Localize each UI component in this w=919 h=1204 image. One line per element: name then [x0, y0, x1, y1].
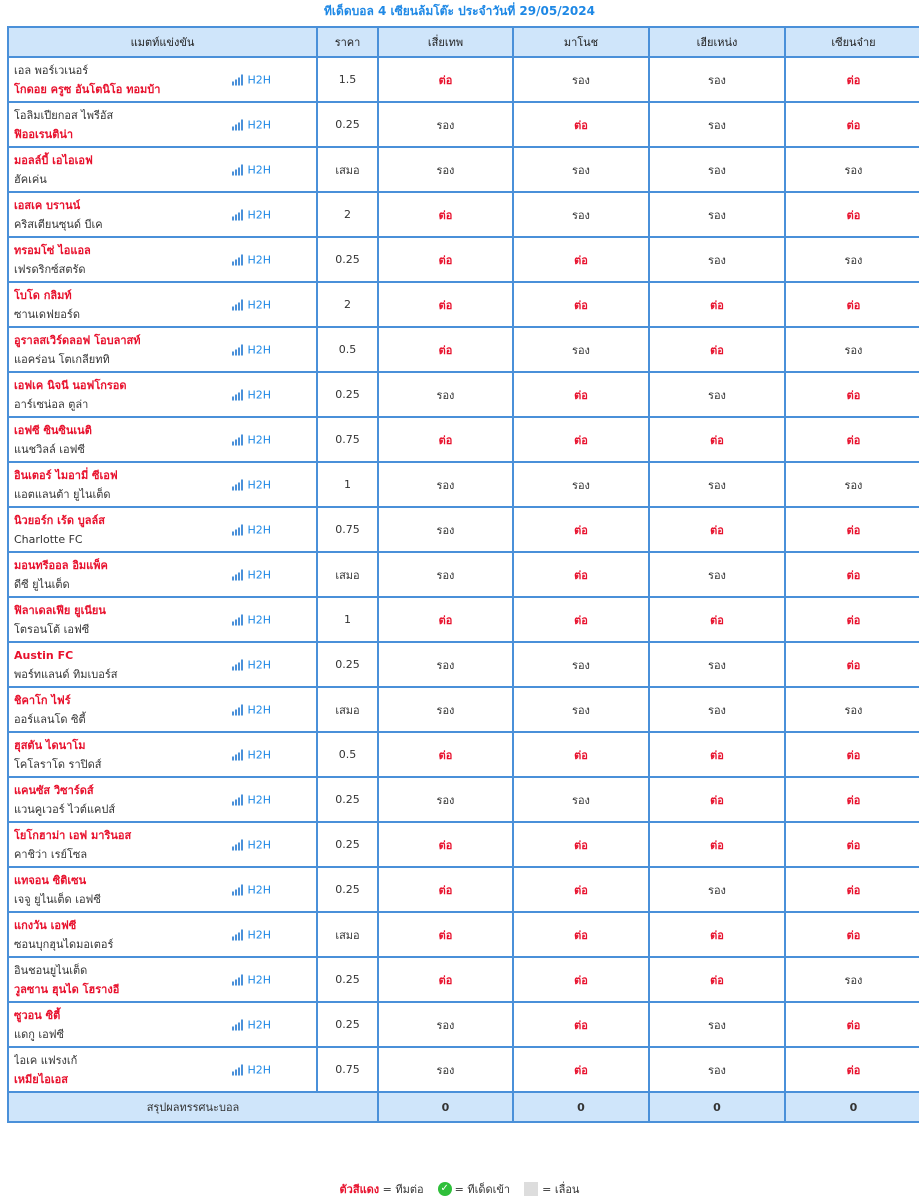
odds-cell: 0.25 — [317, 642, 378, 687]
home-team: ฟิลาเดลเฟีย ยูเนียน — [14, 603, 106, 617]
away-team: แอคร่อน โตเกลียททิ — [14, 352, 110, 366]
h2h-label: H2H — [247, 703, 271, 716]
pick-expert-2: ต่อ — [513, 552, 649, 597]
tips-table — [7, 26, 919, 1123]
match-cell — [8, 282, 317, 327]
pick-expert-1: ต่อ — [378, 57, 513, 102]
match-row — [8, 552, 919, 597]
home-team: ทรอมโซ่ ไอแอล — [14, 243, 91, 257]
summary-expert-1: 0 — [378, 1092, 513, 1122]
pick-expert-2: ต่อ — [513, 957, 649, 1002]
h2h-link[interactable] — [232, 613, 271, 626]
odds-cell: เสมอ — [317, 687, 378, 732]
pick-expert-1: รอง — [378, 507, 513, 552]
legend-red-text: ตัวสีแดง — [339, 1183, 380, 1196]
home-team: อูราลสเวิร์ดลอฟ โอบลาสท์ — [14, 333, 141, 347]
match-row — [8, 192, 919, 237]
home-team: อินชอนยูไนเต็ด — [14, 963, 88, 977]
odds-cell: 0.25 — [317, 372, 378, 417]
match-row — [8, 147, 919, 192]
match-row — [8, 417, 919, 462]
home-team: ชิคาโก ไฟร์ — [14, 693, 71, 707]
stats-bars-icon — [232, 299, 247, 310]
match-cell — [8, 642, 317, 687]
stats-bars-icon — [232, 1064, 247, 1075]
h2h-link[interactable] — [232, 433, 271, 446]
match-cell — [8, 57, 317, 102]
pick-expert-2: รอง — [513, 57, 649, 102]
pick-expert-4: ต่อ — [785, 372, 919, 417]
pick-expert-3: ต่อ — [649, 507, 785, 552]
pick-expert-3: รอง — [649, 372, 785, 417]
match-row — [8, 642, 919, 687]
summary-expert-2: 0 — [513, 1092, 649, 1122]
h2h-label: H2H — [247, 1018, 271, 1031]
h2h-label: H2H — [247, 73, 271, 86]
away-team: ออร์แลนโด ซิตี้ — [14, 712, 86, 726]
match-row — [8, 687, 919, 732]
away-team: เหมียไอเอส — [14, 1072, 68, 1086]
stats-bars-icon — [232, 479, 247, 490]
stats-bars-icon — [232, 164, 247, 175]
summary-row — [8, 1092, 919, 1122]
pick-expert-2: รอง — [513, 147, 649, 192]
pick-expert-1: รอง — [378, 642, 513, 687]
h2h-link[interactable] — [232, 343, 271, 356]
pick-expert-2: รอง — [513, 642, 649, 687]
away-team: โตรอนโต้ เอฟซี — [14, 622, 90, 636]
match-cell — [8, 192, 317, 237]
match-cell — [8, 822, 317, 867]
pick-expert-2: รอง — [513, 687, 649, 732]
h2h-label: H2H — [247, 748, 271, 761]
pick-expert-1: ต่อ — [378, 327, 513, 372]
header-match: แมตท์แข่งขัน — [8, 27, 317, 57]
match-cell — [8, 507, 317, 552]
pick-expert-4: ต่อ — [785, 732, 919, 777]
stats-bars-icon — [232, 1019, 247, 1030]
pick-expert-4: รอง — [785, 462, 919, 507]
pick-expert-4: ต่อ — [785, 192, 919, 237]
pick-expert-1: ต่อ — [378, 957, 513, 1002]
legend-grey-desc: = เลื่อน — [542, 1183, 580, 1196]
odds-cell: 0.25 — [317, 822, 378, 867]
pick-expert-3: ต่อ — [649, 327, 785, 372]
match-cell — [8, 957, 317, 1002]
away-team: พอร์ทแลนด์ ทิมเบอร์ส — [14, 667, 118, 681]
pick-expert-1: รอง — [378, 1047, 513, 1092]
pick-expert-2: รอง — [513, 777, 649, 822]
odds-cell: 2 — [317, 192, 378, 237]
home-team: เอฟเค นิจนี นอฟโกรอด — [14, 378, 127, 392]
pick-expert-1: รอง — [378, 1002, 513, 1047]
h2h-label: H2H — [247, 883, 271, 896]
h2h-label: H2H — [247, 613, 271, 626]
pick-expert-3: รอง — [649, 687, 785, 732]
h2h-link[interactable] — [232, 973, 271, 986]
pick-expert-4: ต่อ — [785, 57, 919, 102]
match-cell — [8, 597, 317, 642]
pick-expert-1: รอง — [378, 102, 513, 147]
stats-bars-icon — [232, 974, 247, 985]
h2h-link[interactable] — [232, 1018, 271, 1031]
pick-expert-4: ต่อ — [785, 282, 919, 327]
pick-expert-2: ต่อ — [513, 1002, 649, 1047]
legend — [0, 1180, 919, 1198]
match-row — [8, 102, 919, 147]
stats-bars-icon — [232, 389, 247, 400]
h2h-label: H2H — [247, 658, 271, 671]
pick-expert-1: ต่อ — [378, 192, 513, 237]
pick-expert-4: ต่อ — [785, 1002, 919, 1047]
match-row — [8, 822, 919, 867]
odds-cell: 0.25 — [317, 867, 378, 912]
match-cell — [8, 1002, 317, 1047]
pick-expert-2: รอง — [513, 327, 649, 372]
stats-bars-icon — [232, 524, 247, 535]
match-cell — [8, 777, 317, 822]
pick-expert-3: รอง — [649, 867, 785, 912]
home-team: แทจอน ซิติเซน — [14, 873, 87, 887]
pick-expert-4: รอง — [785, 237, 919, 282]
stats-bars-icon — [232, 704, 247, 715]
pick-expert-3: ต่อ — [649, 732, 785, 777]
stats-bars-icon — [232, 659, 247, 670]
h2h-label: H2H — [247, 433, 271, 446]
pick-expert-3: รอง — [649, 1002, 785, 1047]
pick-expert-4: ต่อ — [785, 867, 919, 912]
stats-bars-icon — [232, 74, 247, 85]
h2h-link[interactable] — [232, 163, 271, 176]
away-team: ดีซี ยูไนเต็ด — [14, 577, 70, 591]
match-row — [8, 732, 919, 777]
pick-expert-3: ต่อ — [649, 957, 785, 1002]
pick-expert-4: ต่อ — [785, 597, 919, 642]
h2h-label: H2H — [247, 298, 271, 311]
h2h-link[interactable] — [232, 568, 271, 581]
h2h-link[interactable] — [232, 208, 271, 221]
h2h-link[interactable] — [232, 793, 271, 806]
pick-expert-2: ต่อ — [513, 597, 649, 642]
match-row — [8, 957, 919, 1002]
pick-expert-4: รอง — [785, 687, 919, 732]
match-row — [8, 597, 919, 642]
pick-expert-2: ต่อ — [513, 1047, 649, 1092]
h2h-link[interactable] — [232, 523, 271, 536]
home-team: ฮุสตัน ไดนาโม — [14, 738, 86, 752]
pick-expert-2: ต่อ — [513, 102, 649, 147]
home-team: มอลล์บี้ เอไอเอฟ — [14, 153, 93, 167]
home-team: มอนทรีออล อิมแพ็ค — [14, 558, 108, 572]
h2h-link[interactable] — [232, 253, 271, 266]
pick-expert-3: ต่อ — [649, 282, 785, 327]
summary-expert-3: 0 — [649, 1092, 785, 1122]
pick-expert-1: ต่อ — [378, 732, 513, 777]
away-team: แวนคูเวอร์ ไวต์แคปส์ — [14, 802, 116, 816]
h2h-link[interactable] — [232, 1063, 271, 1076]
stats-bars-icon — [232, 749, 247, 760]
home-team: โยโกฮาม่า เอฟ มารินอส — [14, 828, 132, 842]
match-row — [8, 372, 919, 417]
pick-expert-4: ต่อ — [785, 102, 919, 147]
odds-cell: 0.75 — [317, 507, 378, 552]
pick-expert-1: ต่อ — [378, 237, 513, 282]
pick-expert-2: ต่อ — [513, 912, 649, 957]
pick-expert-4: ต่อ — [785, 912, 919, 957]
stats-bars-icon — [232, 344, 247, 355]
home-team: Austin FC — [14, 648, 74, 662]
match-cell — [8, 102, 317, 147]
match-row — [8, 867, 919, 912]
h2h-link[interactable] — [232, 298, 271, 311]
pick-expert-1: ต่อ — [378, 822, 513, 867]
pick-expert-3: ต่อ — [649, 912, 785, 957]
pick-expert-4: รอง — [785, 147, 919, 192]
h2h-link[interactable] — [232, 883, 271, 896]
match-row — [8, 57, 919, 102]
home-team: ซูวอน ซิตี้ — [14, 1008, 61, 1022]
pick-expert-1: รอง — [378, 552, 513, 597]
home-team: แกงวัน เอฟซี — [14, 918, 77, 932]
h2h-link[interactable] — [232, 658, 271, 671]
stats-bars-icon — [232, 209, 247, 220]
h2h-label: H2H — [247, 343, 271, 356]
away-team: ฟิออเรนติน่า — [14, 127, 74, 141]
stats-bars-icon — [232, 434, 247, 445]
match-row — [8, 237, 919, 282]
away-team: แอตแลนต้า ยูไนเต็ด — [14, 487, 111, 501]
match-row — [8, 327, 919, 372]
pick-expert-3: ต่อ — [649, 597, 785, 642]
match-cell — [8, 732, 317, 777]
h2h-link[interactable] — [232, 478, 271, 491]
away-team: ซอนบุกฮุนไดมอเตอร์ — [14, 937, 114, 951]
pick-expert-3: ต่อ — [649, 822, 785, 867]
away-team: อาร์เซน่อล ตูล่า — [14, 397, 89, 411]
pick-expert-2: ต่อ — [513, 507, 649, 552]
odds-cell: 2 — [317, 282, 378, 327]
match-list — [8, 57, 919, 1092]
pick-expert-3: รอง — [649, 147, 785, 192]
pick-expert-3: รอง — [649, 462, 785, 507]
h2h-label: H2H — [247, 118, 271, 131]
stats-bars-icon — [232, 794, 247, 805]
match-cell — [8, 687, 317, 732]
match-cell — [8, 867, 317, 912]
home-team: อินเตอร์ ไมอามี่ ซีเอฟ — [14, 468, 118, 482]
odds-cell: 1.5 — [317, 57, 378, 102]
h2h-label: H2H — [247, 163, 271, 176]
legend-red-desc: = ทีมต่อ — [382, 1183, 424, 1196]
pick-expert-1: ต่อ — [378, 867, 513, 912]
pick-expert-4: ต่อ — [785, 417, 919, 462]
legend-check-desc: = ทีเด็ดเข้า — [454, 1183, 511, 1196]
away-team: คาชิว่า เรย์โซล — [14, 847, 88, 861]
pick-expert-4: รอง — [785, 327, 919, 372]
match-cell — [8, 147, 317, 192]
pick-expert-1: รอง — [378, 777, 513, 822]
header-expert-2: มาโนช — [513, 27, 649, 57]
away-team: คริสเตียนซุนด์ บีเค — [14, 217, 103, 231]
pick-expert-1: ต่อ — [378, 282, 513, 327]
match-row — [8, 462, 919, 507]
h2h-link[interactable] — [232, 703, 271, 716]
pick-expert-3: ต่อ — [649, 777, 785, 822]
match-cell — [8, 372, 317, 417]
odds-cell: 0.25 — [317, 777, 378, 822]
pick-expert-1: ต่อ — [378, 417, 513, 462]
odds-cell: 1 — [317, 597, 378, 642]
pick-expert-1: รอง — [378, 147, 513, 192]
h2h-link[interactable] — [232, 838, 271, 851]
h2h-link[interactable] — [232, 928, 271, 941]
pick-expert-1: ต่อ — [378, 597, 513, 642]
pick-expert-1: รอง — [378, 462, 513, 507]
h2h-link[interactable] — [232, 73, 271, 86]
match-cell — [8, 912, 317, 957]
away-team: โกดอย ครูซ อันโตนิโอ ทอมบ้า — [14, 82, 161, 96]
pick-expert-2: ต่อ — [513, 867, 649, 912]
away-team: เจจู ยูไนเต็ด เอฟซี — [14, 892, 101, 906]
home-team: แคนซัส วิซาร์ดส์ — [14, 783, 94, 797]
home-team: โบโด กลิมท์ — [14, 288, 72, 302]
odds-cell: 0.25 — [317, 957, 378, 1002]
h2h-label: H2H — [247, 568, 271, 581]
h2h-label: H2H — [247, 388, 271, 401]
pick-expert-4: ต่อ — [785, 1047, 919, 1092]
pick-expert-2: รอง — [513, 192, 649, 237]
pick-expert-3: รอง — [649, 57, 785, 102]
match-row — [8, 777, 919, 822]
h2h-label: H2H — [247, 793, 271, 806]
pick-expert-3: รอง — [649, 642, 785, 687]
odds-cell: 0.25 — [317, 102, 378, 147]
pick-expert-2: รอง — [513, 462, 649, 507]
pick-expert-2: ต่อ — [513, 732, 649, 777]
postponed-swatch-icon — [524, 1182, 538, 1196]
odds-cell: 0.75 — [317, 1047, 378, 1092]
odds-cell: 0.75 — [317, 417, 378, 462]
home-team: เอฟซี ซินซินเนติ — [14, 423, 92, 437]
h2h-link[interactable] — [232, 388, 271, 401]
match-cell — [8, 417, 317, 462]
pick-expert-4: ต่อ — [785, 552, 919, 597]
pick-expert-1: รอง — [378, 372, 513, 417]
stats-bars-icon — [232, 254, 247, 265]
away-team: แนชวิลล์ เอฟซี — [14, 442, 85, 456]
home-team: ไอเค แฟรงเก้ — [14, 1053, 78, 1067]
pick-expert-1: รอง — [378, 687, 513, 732]
summary-expert-4: 0 — [785, 1092, 919, 1122]
match-row — [8, 507, 919, 552]
stats-bars-icon — [232, 839, 247, 850]
away-team: ซานเดฟยอร์ด — [14, 307, 80, 321]
match-row — [8, 1047, 919, 1092]
odds-cell: 0.25 — [317, 1002, 378, 1047]
header-row — [8, 27, 919, 57]
pick-expert-2: ต่อ — [513, 822, 649, 867]
pick-expert-3: รอง — [649, 237, 785, 282]
match-cell — [8, 552, 317, 597]
h2h-label: H2H — [247, 208, 271, 221]
h2h-label: H2H — [247, 838, 271, 851]
pick-expert-4: ต่อ — [785, 507, 919, 552]
h2h-label: H2H — [247, 253, 271, 266]
stats-bars-icon — [232, 929, 247, 940]
odds-cell: เสมอ — [317, 147, 378, 192]
match-cell — [8, 237, 317, 282]
pick-expert-3: รอง — [649, 192, 785, 237]
match-cell — [8, 327, 317, 372]
header-odds: ราคา — [317, 27, 378, 57]
page-title: ทีเด็ดบอล 4 เซียนล้มโต๊ะ ประจำวันที่ 29/05/2024 — [324, 4, 595, 18]
pick-expert-3: รอง — [649, 1047, 785, 1092]
pick-expert-2: ต่อ — [513, 372, 649, 417]
match-row — [8, 912, 919, 957]
odds-cell: 0.5 — [317, 732, 378, 777]
stats-bars-icon — [232, 569, 247, 580]
pick-expert-4: ต่อ — [785, 822, 919, 867]
h2h-label: H2H — [247, 928, 271, 941]
match-row — [8, 282, 919, 327]
odds-cell: 0.25 — [317, 237, 378, 282]
pick-expert-1: ต่อ — [378, 912, 513, 957]
away-team: โคโลราโด ราปิดส์ — [14, 757, 102, 771]
h2h-label: H2H — [247, 1063, 271, 1076]
home-team: โอลิมเปียกอส ไพรีอัส — [14, 108, 114, 122]
odds-cell: เสมอ — [317, 912, 378, 957]
header-expert-4: เซียนจ๋าย — [785, 27, 919, 57]
away-team: เฟรดริกซ์สตรัด — [14, 262, 86, 276]
pick-expert-3: ต่อ — [649, 417, 785, 462]
odds-cell: เสมอ — [317, 552, 378, 597]
pick-expert-2: ต่อ — [513, 282, 649, 327]
away-team: แดกู เอฟซี — [14, 1027, 65, 1041]
stats-bars-icon — [232, 119, 247, 130]
home-team: นิวยอร์ก เร้ด บูลล์ส — [14, 513, 105, 527]
h2h-link[interactable] — [232, 748, 271, 761]
match-cell — [8, 462, 317, 507]
pick-expert-2: ต่อ — [513, 237, 649, 282]
pick-expert-4: รอง — [785, 957, 919, 1002]
h2h-link[interactable] — [232, 118, 271, 131]
h2h-label: H2H — [247, 478, 271, 491]
h2h-label: H2H — [247, 523, 271, 536]
summary-label: สรุปผลทรรศนะบอล — [8, 1092, 378, 1122]
pick-expert-4: ต่อ — [785, 777, 919, 822]
away-team: Charlotte FC — [14, 532, 83, 546]
away-team: วูลซาน ฮุนได โฮรางอี — [14, 982, 120, 996]
header-expert-1: เสี่ยเทพ — [378, 27, 513, 57]
odds-cell: 0.5 — [317, 327, 378, 372]
pick-expert-2: ต่อ — [513, 417, 649, 462]
pick-expert-4: ต่อ — [785, 642, 919, 687]
match-row — [8, 1002, 919, 1047]
h2h-label: H2H — [247, 973, 271, 986]
stats-bars-icon — [232, 884, 247, 895]
stats-bars-icon — [232, 614, 247, 625]
pick-expert-3: รอง — [649, 552, 785, 597]
away-team: ฮัคเค่น — [14, 172, 47, 186]
home-team: เอสเค บรานน์ — [14, 198, 81, 212]
home-team: เอล พอร์เวเนอร์ — [14, 63, 89, 77]
odds-cell: 1 — [317, 462, 378, 507]
match-cell — [8, 1047, 317, 1092]
pick-expert-3: รอง — [649, 102, 785, 147]
check-icon: ✓ — [438, 1182, 452, 1196]
header-expert-3: เฮียเหน่ง — [649, 27, 785, 57]
